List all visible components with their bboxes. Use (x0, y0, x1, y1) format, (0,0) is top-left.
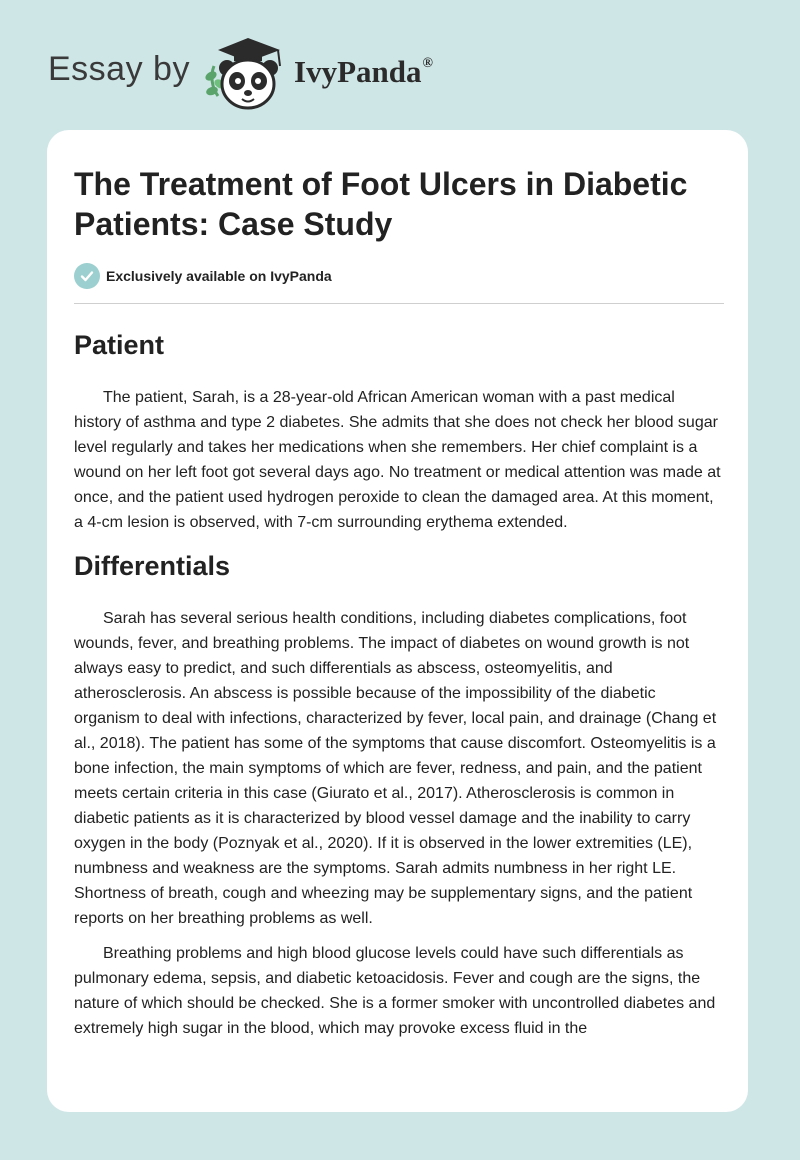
paragraph: Sarah has several serious health conditions, including diabetes complications, foot wounds, fever, and breathing problems. The impact of diabetes on wound growth is not always easy to predict, and such differentials as abscess, osteomyelitis, and atherosclerosis. An abscess is possible because of the impossibility of the diabetic organism to deal with infections, characterized by fever, local pain, and drainage (Chang et al., 2018). The patient has some of the symptoms that cause discomfort. Osteomyelitis is a bone infection, the main symptoms of which are fever, redness, and pain, and the patient meets certain criteria in this case (Giurato et al., 2017). Atherosclerosis is common in diabetic patients as it is characterized by blood vessel damage and the inability to carry oxygen in the body (Poznyak et al., 2020). If it is observed in the lower extremities (LE), numbness and weakness are the symptoms. Sarah admits numbness in her right LE. Shortness of breath, cough and wheezing may be supplementary signs, and the patient reports on her breathing problems as well. (74, 610, 717, 927)
section-heading-patient: Patient (74, 330, 165, 360)
panda-logo-icon[interactable] (200, 36, 290, 117)
paragraph: Breathing problems and high blood glucose levels could have such differentials as pulmonary edema, sepsis, and diabetic ketoacidosis. Fever and cough are the signs, the nature of which should be checked. She is a former smoker with uncontrolled diabetes and extremely high sugar in the blood, which may provoke excess fluid in the (74, 945, 716, 1037)
brand-header (48, 36, 508, 112)
exclusive-badge (74, 263, 722, 289)
paragraph: The patient, Sarah, is a 28-year-old African American woman with a past medical history of asthma and type 2 diabetes. She admits that she does not check her blood sugar level regularly and takes her medications when she remembers. Her chief complaint is a wound on her left foot got several days ago. No treatment or medical attention was made at once, and the patient used hydrogen peroxide to clean the damaged area. At this moment, a 4-cm lesion is observed, with 7-cm surrounding erythema extended. (74, 389, 721, 531)
badge-label: Exclusively available on IvyPanda (106, 268, 332, 284)
essay-title: The Treatment of Foot Ulcers in Diabetic Patients: Case Study (74, 166, 688, 242)
brand-name[interactable]: IvyPanda® (294, 54, 433, 89)
check-icon (74, 263, 100, 289)
essay-by-label: Essay by (48, 50, 190, 88)
divider (74, 303, 724, 304)
section-heading-differentials: Differentials (74, 551, 231, 581)
essay-card (47, 130, 748, 1112)
registered-mark: ® (422, 56, 433, 71)
essay-content (74, 164, 722, 1041)
